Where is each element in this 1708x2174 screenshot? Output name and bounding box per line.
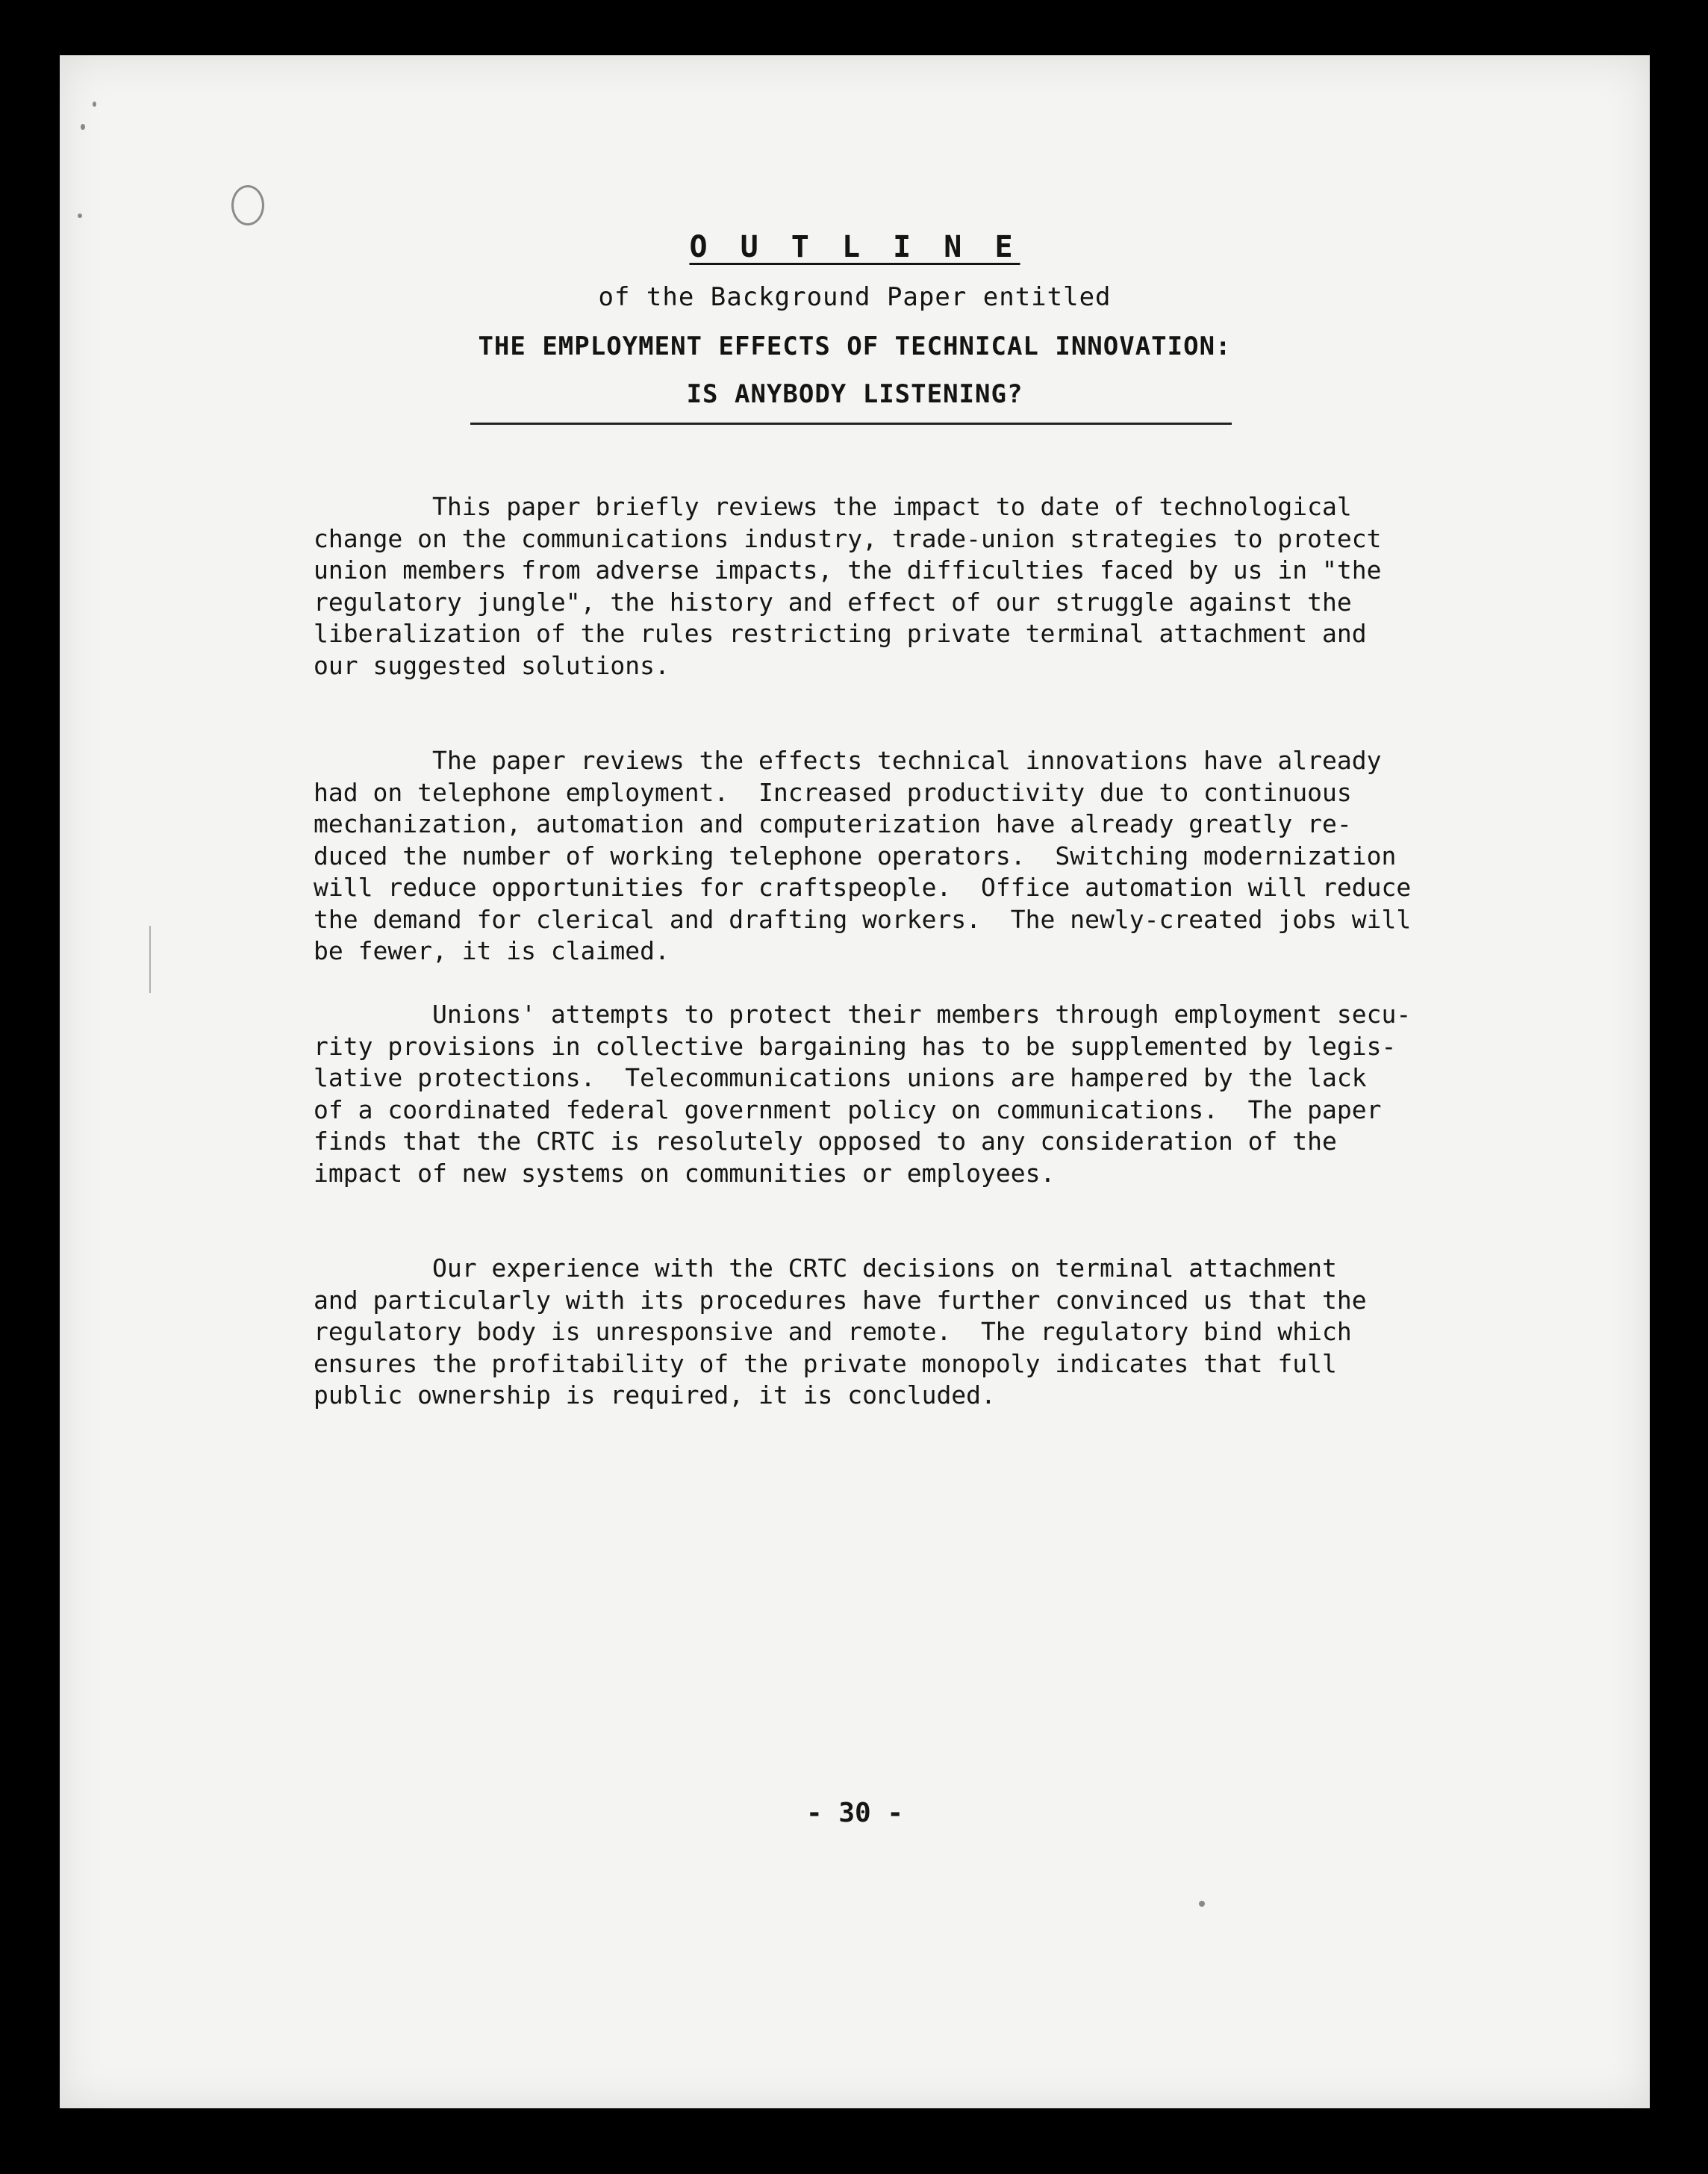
document-page xyxy=(60,55,1650,2108)
page-number: - 30 - xyxy=(805,1798,904,1828)
scan-speck xyxy=(93,102,96,107)
scan-speck xyxy=(1199,1901,1205,1907)
scan-speck xyxy=(78,214,82,218)
paper-title-line-2: IS ANYBODY LISTENING? xyxy=(686,379,1023,409)
outline-title: O U T L I N E xyxy=(689,230,1020,264)
subtitle: of the Background Paper entitled xyxy=(598,282,1112,312)
paragraph-4: Our experience with the CRTC decisions on terminal attachment and particularly with its procedures have further convinced us that the regulatory body is unresponsive and remote. The regulatory bind which ensures the profitability of the private monopoly indicates that full public ownership is required, it is concluded. xyxy=(314,1253,1367,1410)
paper-title-line-1: THE EMPLOYMENT EFFECTS OF TECHNICAL INNOVATION: xyxy=(478,331,1232,361)
punch-hole-mark xyxy=(231,185,264,225)
scan-speck xyxy=(149,926,151,993)
paragraph-3: Unions' attempts to protect their members through employment secu- rity provisions in collective bargaining has to be supplemented by legis- lative protections. Telecommunications unions are hampered by the lack of a coordinated federal government policy on communications. The paper finds that the CRTC is resolutely opposed to any consideration of the impact of new systems on communities or employees. xyxy=(314,1000,1412,1188)
paragraph-2: The paper reviews the effects technical innovations have already had on telephone employment. Increased productivity due to continuous mechanization, automation and computerization have already greatly re- duced the number of working telephone operators. Switching modernization will reduce opportunities for craftspeople. Office automation will reduce the demand for clerical and drafting workers. The newly-created jobs will be fewer, it is claimed. xyxy=(314,746,1412,965)
title-rule xyxy=(470,423,1232,425)
scan-speck xyxy=(81,124,85,130)
paragraph-1: This paper briefly reviews the impact to date of technological change on the communications industry, trade-union strategies to protect union members from adverse impacts, the difficulties faced by us in "the regulatory jungle", the history and effect of our struggle against the liberalization of the rules restricting private terminal attachment and our suggested solutions. xyxy=(314,492,1382,680)
